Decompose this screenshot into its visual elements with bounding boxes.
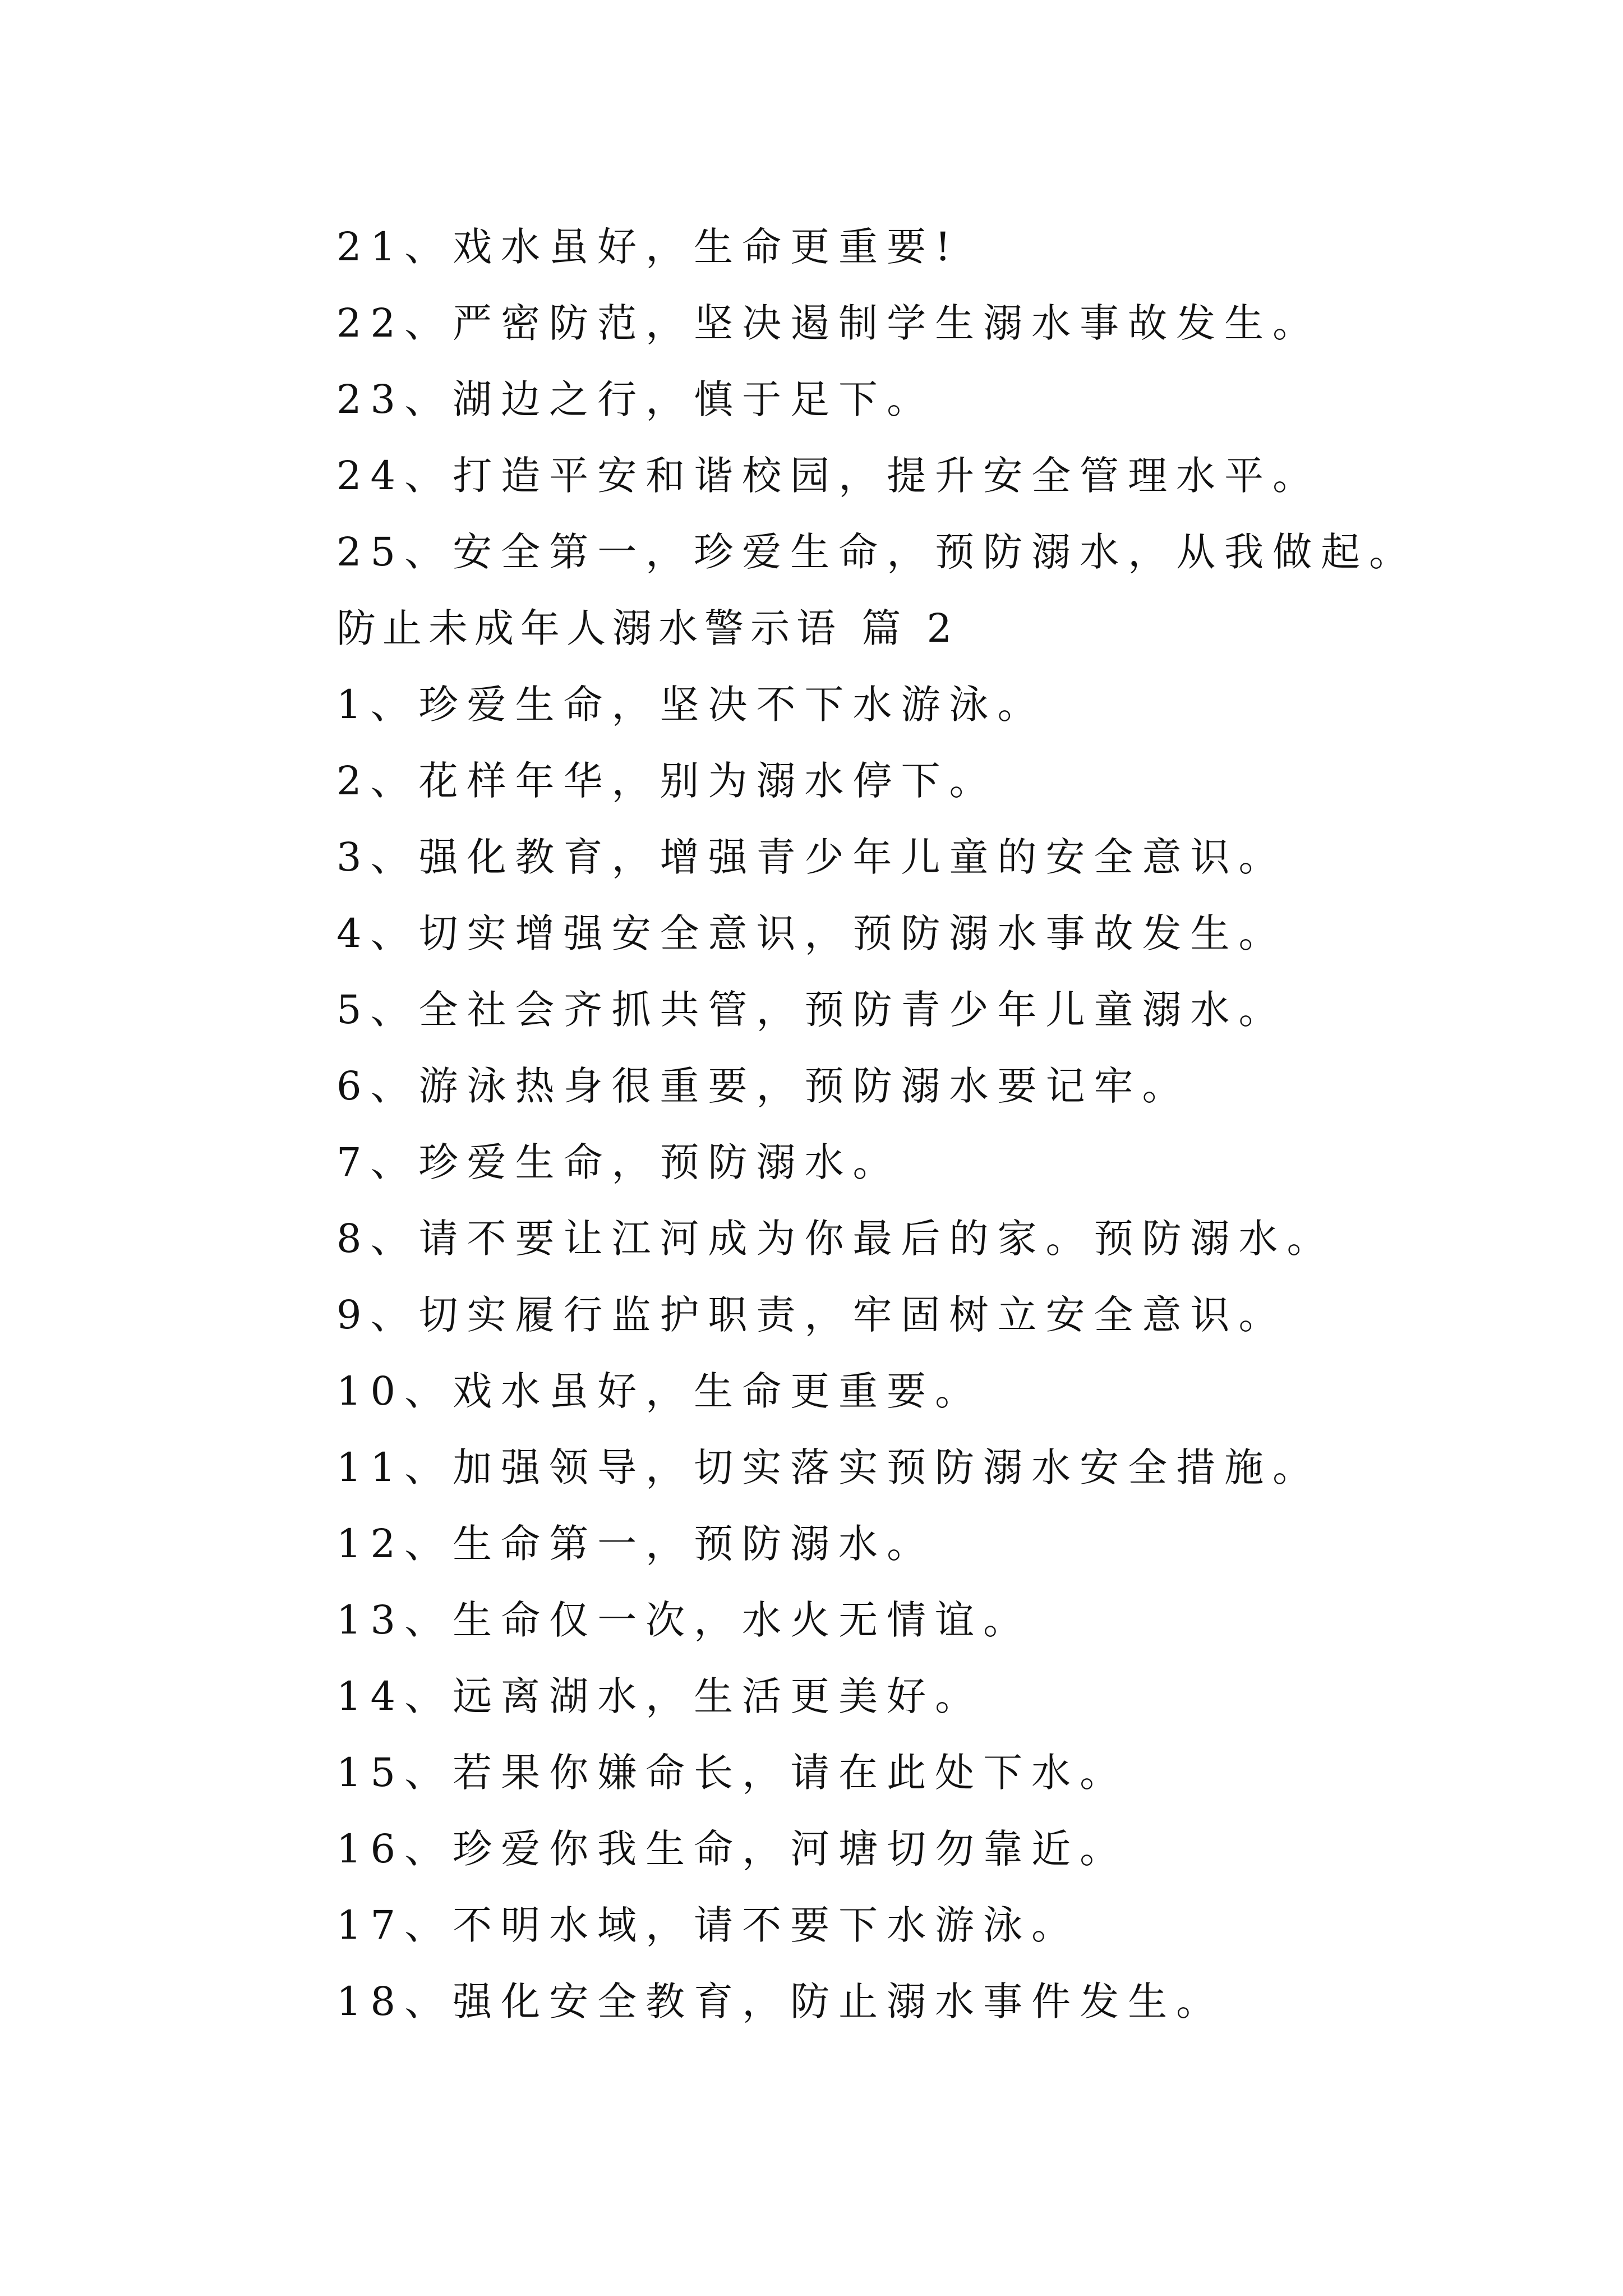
list-item: 17、不明水域，请不要下水游泳。: [336, 1902, 1080, 1948]
list-item: 24、打造平安和谐校园，提升安全管理水平。: [336, 453, 1321, 499]
list-item: 6、游泳热身很重要，预防溺水要记牢。: [336, 1063, 1191, 1109]
list-item: 10、戏水虽好，生命更重要。: [336, 1368, 984, 1414]
list-item: 18、强化安全教育，防止溺水事件发生。: [336, 1978, 1225, 2024]
list-item: 1、珍爱生命，坚决不下水游泳。: [336, 682, 1046, 728]
list-item: 21、戏水虽好，生命更重要!: [336, 224, 960, 270]
list-item: 12、生命第一，预防溺水。: [336, 1521, 935, 1567]
list-item: 15、若果你嫌命长，请在此处下水。: [336, 1750, 1128, 1796]
list-item: 25、安全第一，珍爱生命，预防溺水，从我做起。: [336, 529, 1418, 575]
list-item: 22、严密防范，坚决遏制学生溺水事故发生。: [336, 300, 1321, 346]
list-item: 4、切实增强安全意识，预防溺水事故发生。: [336, 910, 1287, 956]
list-item: 11、加强领导，切实落实预防溺水安全措施。: [336, 1444, 1321, 1490]
list-item: 8、请不要让江河成为你最后的家。预防溺水。: [336, 1216, 1335, 1262]
list-item: 5、全社会齐抓共管，预防青少年儿童溺水。: [336, 987, 1287, 1033]
list-item: 9、切实履行监护职责，牢固树立安全意识。: [336, 1292, 1287, 1338]
list-item: 7、珍爱生命，预防溺水。: [336, 1139, 901, 1185]
list-item: 2、花样年华，别为溺水停下。: [336, 758, 998, 804]
list-item: 23、湖边之行，慎于足下。: [336, 376, 935, 422]
list-item: 3、强化教育，增强青少年儿童的安全意识。: [336, 834, 1287, 880]
list-item: 16、珍爱你我生命，河塘切勿靠近。: [336, 1826, 1128, 1872]
list-item: 13、生命仅一次，水火无情谊。: [336, 1597, 1032, 1643]
list-item: 14、远离湖水，生活更美好。: [336, 1673, 984, 1719]
section-heading: 防止未成年人溺水警示语 篇 2: [336, 605, 959, 651]
document-body: [336, 209, 1458, 2040]
